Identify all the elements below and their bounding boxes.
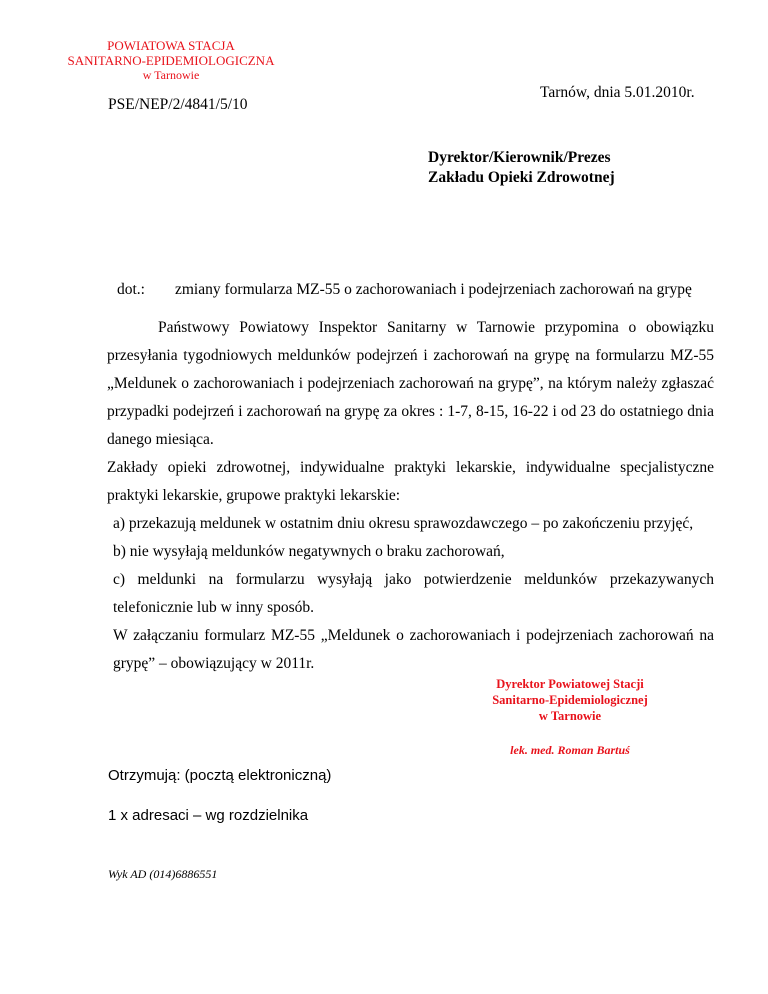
subject-line [117,281,692,299]
letter-body [107,314,714,678]
recipients-list: 1 x adresaci – wg rozdzielnika [108,807,309,824]
signature-line-2: Sanitarno-Epidemiologicznej [492,693,648,707]
letterhead-line-1: POWIATOWA STACJA [107,38,235,53]
addressee [428,148,615,188]
list-item-c: c) meldunki na formularzu wysyłają jako potwierdzenie meldunków przekazywanych telefonicznie lub w inny sposób. [113,571,714,616]
signature-name: lek. med. Roman Bartuś [510,743,630,757]
signature-line-3: w Tarnowie [538,709,602,723]
recipients-label: Otrzymują: (pocztą elektroniczną) [108,767,332,784]
addressee-line-1: Dyrektor/Kierownik/Prezes [428,149,611,166]
attachment-note: W załączaniu formularz MZ-55 „Meldunek o zachorowaniach i podejrzeniach zachorowań na grypę” – obowiązujący w 2011r. [113,627,714,672]
list-item-b: b) nie wysyłają meldunków negatywnych o braku zachorowań, [113,543,505,560]
subject-text: zmiany formularza MZ-55 o zachorowaniach i podejrzeniach zachorowań na grypę [175,281,692,298]
signature-line-1: Dyrektor Powiatowej Stacji [496,677,644,691]
prepared-by: Wyk AD (014)6886551 [108,867,218,881]
body-paragraph-2: Zakłady opieki zdrowotnej, indywidualne praktyki lekarskie, indywidualne specjalistyczne praktyki lekarskie, grupowe praktyki lekarskie: [107,459,714,504]
letterhead [62,38,280,83]
letterhead-line-2: SANITARNO-EPIDEMIOLOGICZNA [67,53,275,68]
letter-date: Tarnów, dnia 5.01.2010r. [540,84,695,101]
addressee-line-2: Zakładu Opieki Zdrowotnej [428,169,615,186]
body-paragraph-1: Państwowy Powiatowy Inspektor Sanitarny w Tarnowie przypomina o obowiązku przesyłania tygodniowych meldunków podejrzeń i zachorowań na grypę na formularzu MZ-55 „Meldunek o zachorowaniach i podejrzeniach zachorowań na grypę”, na którym należy zgłaszać przypadki podejrzeń i zachorowań na grypę za okres : 1-7, 8-15, 16-22 i od 23 do ostatniego dnia danego miesiąca. [107,319,714,448]
letterhead-line-3: w Tarnowie [142,68,200,82]
list-item-a: a) przekazują meldunek w ostatnim dniu okresu sprawozdawczego – po zakończeniu przyjęć, [113,515,694,532]
subject-label: dot.: [117,281,145,298]
signature-block [470,676,670,758]
reference-number: PSE/NEP/2/4841/5/10 [108,96,248,113]
